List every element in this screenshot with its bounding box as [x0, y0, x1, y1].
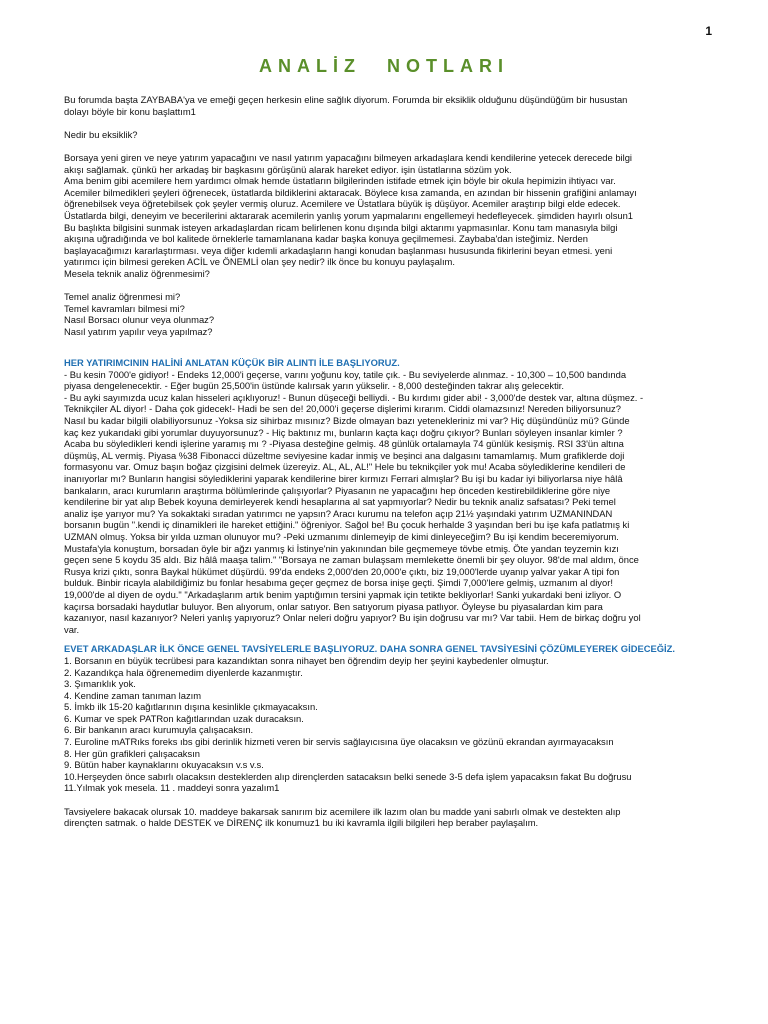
- quote-line: piyasa dengelenecektir. - Eğer bugün 25,500'in üstünde kalırsak yarın yükselir. - 8,000 desteğinden takrar alış gelecektir.: [64, 380, 565, 392]
- advice-list: [64, 655, 714, 794]
- advice-item: 5. İmkb ilk 15-20 kağıtlarının dışına kesinlikle çıkmayacaksın.: [64, 701, 318, 713]
- quote-line: analiz işe yarıyor mu? Ya sokaktaki sıradan yatırımcı ne yapsın? Aracı kurumu na telefon açıp 21½ yaşındaki yatırım UZMANINDAN: [64, 507, 613, 519]
- body-paragraph: [64, 152, 714, 280]
- body-line: Acemiler bilmedikleri şeyleri öğrenecek, üstatlarda bildiklerini aktaracak. Böylece kısa zamanda, en azından bir hissenin grafiğini anlamayı: [64, 186, 637, 198]
- section-heading-quote: HER YATIRIMCININ HALİNİ ANLATAN KÜÇÜK BİR ALINTI İLE BAŞLIYORUZ.: [64, 357, 400, 369]
- quote-line: - Bu kesin 7000'e gidiyor! - Endeks 12,000'i geçerse, varını yoğunu koy, tatile çık. - Bu seviyelerde alınmaz. - 10,300 – 10,500 bandında: [64, 368, 627, 380]
- question-item: Nasıl Borsacı olunur veya olunmaz?: [64, 314, 215, 326]
- closing-line: Tavsiyelere bakacak olursak 10. maddeye bakarsak sanırım biz acemilere ilk lazım olan bu madde yani sabırlı olmak ve destekten alıp: [64, 805, 621, 817]
- title-word-analiz: ANALİZ: [259, 56, 361, 76]
- advice-item: 3. Şımarıklık yok.: [64, 678, 136, 690]
- advice-item: 10.Herşeyden önce sabırlı olacaksın desteklerden alıp dirençlerden satacaksın belki senede 3-5 defa işlem yapacaksın fakat Bu doğrusu: [64, 770, 632, 782]
- advice-item: 4. Kendine zaman tanıman lazım: [64, 689, 202, 701]
- quote-line: Nasıl bu kadar bilgili olabiliyorsunuz -Yoksa siz sihirbaz mısınız? Bizde olmayan bazı yetenekleriniz mi var? Hiç düşündünüz mü? Günde: [64, 415, 630, 427]
- quote-line: kazanıyor, nasıl kazanıyor? Neleri yanlış yapıyoruz? Onlar neleri doğru yapıyor? Bu işin doğrusu var mı? Var tabii. Hem de birkaç doğru yol: [64, 612, 641, 624]
- quote-line: borsanın bugün ".kendi iç dinamikleri ile hareket ettiğini." öğreniyor. Sağol be! Bu çocuk herhalde 3 yaşından beri bu işe kafa patlatmış ki: [64, 519, 630, 531]
- question-item: Nasıl yatırım yapılır veya yapılmaz?: [64, 325, 213, 337]
- advice-item: 9. Bütün haber kaynaklarını okuyacaksın v.s v.s.: [64, 759, 264, 771]
- quote-line: UZMAN olmuş. Yoksa bir yılda uzman olunuyor mu? -Peki uzmanımı dinlemeyip de kimi dinleyeceğim? Bu işi kendim beceremiyorum.: [64, 530, 619, 542]
- section-heading-advice: EVET ARKADAŞLAR İLK ÖNCE GENEL TAVSİYELERLE BAŞLIYORUZ. DAHA SONRA GENEL TAVSİYESİNİ ÇÖZÜMLEYEREK GİDECEĞİZ.: [64, 643, 675, 655]
- advice-item: 6. Kumar ve spek PATRon kağıtlarından uzak duracaksın.: [64, 712, 304, 724]
- quote-line: inanıyorlar mı? Bunların hangisi söylediklerini yaparak kendilerine birer kırmızı Ferrari almışlar? Bu işi bu kadar iyi biliyorlarsa niye hâlâ: [64, 473, 623, 484]
- body-line: Ama benim gibi acemilere hem yardımcı olmak hemde üstatların bilgilerinden istifade etmek için böyle bir okula hepimizin ihtiyacı var.: [64, 175, 616, 187]
- body-line: akışı sağlamak. çünkü her arkadaş bir başkasını görüşünü alarak hareket ediyor. işin üstatlarına sözüm yok.: [64, 163, 512, 175]
- advice-item: 11.Yılmak yok mesela. 11 . maddeyi sonra yazalım1: [64, 782, 280, 794]
- quote-line: - Bu ayki sayımızda ucuz kalan hisseleri açıklıyoruz! - Bunun düşeceği belliydi. - Bu kırdımı gider abi! - 3,000'de destek var, altına düşmez. -: [64, 391, 644, 403]
- question-item: Temel analiz öğrenmesi mi?: [64, 291, 181, 303]
- intro-line: dolayı böyle bir konu başlattım1: [64, 105, 196, 117]
- quote-line: geçen sene 5 koydu 35 aldı. Biz hâlâ maaşa talim." "Borsaya ne zaman bulaşsam memlekette önemli bir şey oluyor. 98'de mal aldım, önce: [64, 554, 639, 566]
- advice-item: 6. Bir bankanın aracı kurumuyla çalışacaksın.: [64, 724, 254, 736]
- document-content: [64, 94, 714, 829]
- quote-line: kendilerine bir yat alıp Bebek koyuna demirleyerek kendi hesaplarına al sat yapmıyorlar? Nedir bu teknik analiz safsatası? Peki temel: [64, 496, 616, 508]
- quote-line: 19,000'de al diyen de oydu." "Arkadaşlarım artık benim yaptığımın tersini yapmak için tetikte bekliyorlar! Sanki yukardaki beni izliyor. O: [64, 588, 622, 600]
- title-word-notlari: NOTLARI: [387, 56, 509, 76]
- body-line: Bu başlıkta bilgisini sunmak isteyen arkadaşlardan ricam belirlenen konu dışında bilgi aktarımı yapmasınlar. Konu tam manasıyla bilgi: [64, 221, 618, 233]
- quote-line: kaçırsa borsadaki haydutlar buluyor. Ben alıyorum, onlar satıyor. Ben satıyorum piyasa patlıyor. Öyleyse bu piyasalardan kim para: [64, 600, 603, 612]
- question-item: Temel kavramları bilmesi mi?: [64, 302, 185, 314]
- intro-paragraph: [64, 94, 714, 117]
- body-line: yatırımcı için bilmesi gereken ACİL ve ÖNEMLİ olan şey nedir? ilk önce bu konuyu paylaşalım.: [64, 256, 455, 268]
- intro-line: Bu forumda başta ZAYBABA'ya ve emeği geçen herkesin eline sağlık diyorum. Forumda bir eksiklik olduğunu düşündüğüm bir husustan: [64, 94, 628, 105]
- body-line: akışına uğradığında ve bol kalitede örneklerle tamamlanana kadar başka konuya geçilmemesi. Zaybaba'dan isteğimiz. Nerden: [64, 233, 588, 245]
- advice-item: 8. Her gün grafikleri çalışacaksın: [64, 747, 200, 759]
- quote-line: bankaların, aracı kurumların araştırma bölümlerinde çalışıyorlar? Piyasanın ne yapacağını hep önceden kestirebildiklerine göre niye: [64, 484, 611, 496]
- body-line: Mesela teknik analiz öğrenmesimi?: [64, 267, 210, 279]
- quote-line: düşmüş, AL vermiş. Piyasa %38 Fibonacci düzeltme seviyesine kadar inmiş ve beşinci ana dalgasını tamamlamış. Mum grafiklerde doji: [64, 449, 625, 461]
- advice-item: 2. Kazandıkça hala öğrenemedim diyenlerde kazanmıştır.: [64, 666, 303, 678]
- body-line: başlayacağımızı kararlaştırması. veya diğer kıdemli arkadaşların hangi konudan başlanması hususunda fikirlerini beyan etmesi. yeni: [64, 244, 613, 256]
- quote-line: formasyonu var. Omuz başın boğaz çizgisini delmek üzereyiz. AL, AL, AL!" Hele bu teknikçiler yok mu! Acaba söylediklerine kendileri de: [64, 461, 626, 473]
- body-line: Borsaya yeni giren ve neye yatırım yapacağını ve nasıl yatırım yapacağını bilmeyen arkadaşlara kendi kendilerine yetecek derecede bilgi: [64, 151, 633, 163]
- questions-list: [64, 291, 714, 337]
- page-title: [0, 56, 768, 77]
- quote-line: kaç kez yukarıdaki gibi yorumlar duyuyorsunuz? - Hiç baktınız mı, bunların kaçta kaçı doğru çıkıyor? Bunları söyleyen insanlar kimler ?: [64, 426, 623, 438]
- quote-paragraph: [64, 369, 714, 636]
- body-line: Üstatlarda bilgi, deneyim ve becerilerini aktararak acemilerin yanlış yorum yapmalarını engellemeyi hedefleyecek. şimdiden hayırlı olsun1: [64, 209, 634, 221]
- quote-line: Teknikçiler AL diyor! - Daha çok gidecek!- Hadi be sen de! 20,000'i geçerse dişlerimi kırarım. Ciddi olamazsınız! Nereden biliyorsunuz?: [64, 403, 621, 415]
- page-number: 1: [705, 24, 712, 38]
- closing-line: dirençten satmak. o halde DESTEK ve DİRENÇ ilk konumuz1 bu iki kavramla ilgili bilgileri hep beraber paylaşalım.: [64, 817, 539, 829]
- quote-line: var.: [64, 623, 80, 635]
- body-line: öğrenebilsek veya öğretebilsek çok şeyler vermiş oluruz. Acemilere ve Üstatlara büyük iş düşüyor. Acemiler araştırıp bilgi elde edecek.: [64, 198, 621, 210]
- advice-item: 7. Euroline mATRıks foreks ıbs gibi derinlik hizmeti veren bir servis sağlayıcısına üye olacaksın ve gözünü ekrandan ayırmayacaksın: [64, 736, 614, 748]
- quote-line: Rusya krizi çıktı, sonra Baykal hükümet düşürdü. 99'da endeks 2,000'den 20,000'e çıktı, biz 19,000'lerde uyanıp yalvar yakar A tipi fon: [64, 565, 620, 577]
- quote-line: Acaba bu söyledikleri kendi işlerine yaramış mı ? -Piyasa desteğine gelmiş. 48 günlük ortalamayla 74 günlük kesişmiş. RSI 33'ün altına: [64, 438, 624, 450]
- closing-paragraph: [64, 806, 714, 829]
- quote-line: bulduk. Binbir ricayla alabildiğimiz bu fonlar hesabıma geçer geçmez de borsa inişe geçti. Şimdi 7,000'lere gelmiş, uzmanım al diyor!: [64, 577, 613, 589]
- question-line: Nedir bu eksiklik?: [64, 128, 138, 140]
- quote-line: Mustafa'yla konuştum, borsadan öyle bir ağzı yanmış ki İstinye'nin yakınından bile geçmemeye tövbe etmiş. Öte yandan teyzemin kızı: [64, 542, 619, 554]
- advice-item: 1. Borsanın en büyük tecrübesi para kazandıktan sonra nihayet ben öğrendim deyip her şeyini kaybedenler olmuştur.: [64, 654, 549, 666]
